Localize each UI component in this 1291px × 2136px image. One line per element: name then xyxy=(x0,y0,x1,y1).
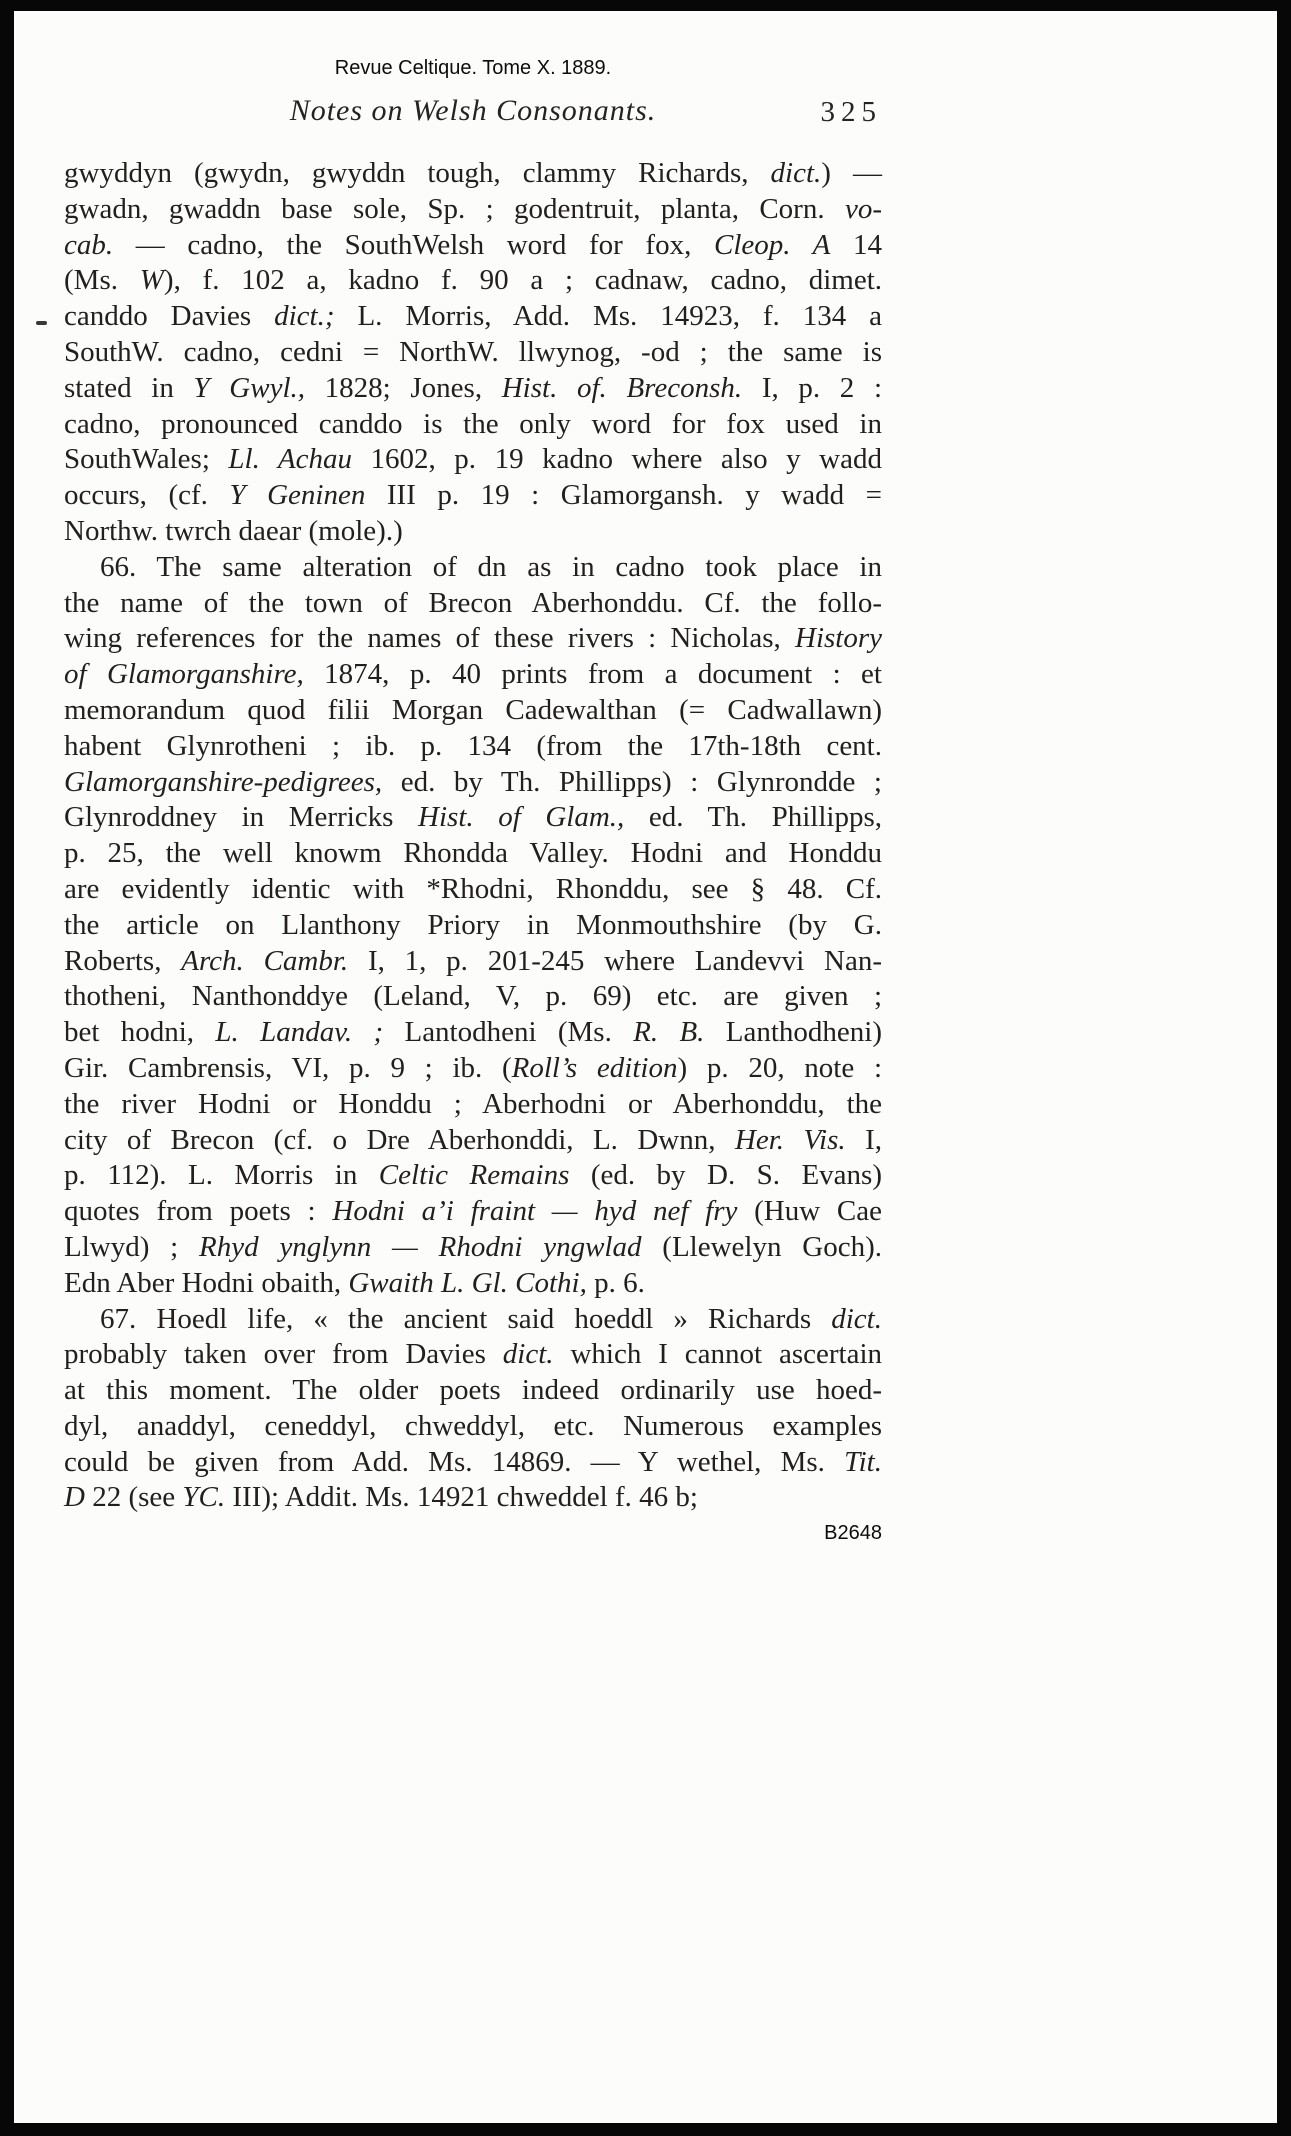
text-line: the article on Llanthony Priory in Monmouthshire (by G. xyxy=(64,908,882,941)
paragraph xyxy=(64,1302,882,1517)
text-line: gwyddyn (gwydn, gwyddn tough, clammy Richards, dict.) — xyxy=(64,157,882,189)
text-line: 67. Hoedl life, « the ancient said hoeddl » Richards dict. xyxy=(100,1302,882,1335)
text-line: occurs, (cf. Y Geninen III p. 19 : Glamorgansh. y wadd = xyxy=(64,479,882,512)
text-line: stated in Y Gwyl., 1828; Jones, Hist. of. Breconsh. I, p. 2 : xyxy=(64,371,882,404)
text-column xyxy=(64,11,882,1545)
text-line: memorandum quod filii Morgan Cadewalthan (= Cadwallawn) xyxy=(64,693,882,726)
text-line: the river Hodni or Honddu ; Aberhodni or Aberhonddu, the xyxy=(64,1087,882,1120)
text-line: habent Glynrotheni ; ib. p. 134 (from the 17th-18th cent. xyxy=(64,729,882,762)
text-line: Northw. twrch daear (mole).) xyxy=(64,514,403,547)
text-line: Glamorganshire-pedigrees, ed. by Th. Phillipps) : Glynrondde ; xyxy=(64,765,882,798)
text-line: 66. The same alteration of dn as in cadno took place in xyxy=(100,550,882,583)
text-line: thotheni, Nanthonddye (Leland, V, p. 69) etc. are given ; xyxy=(64,980,882,1013)
body-text xyxy=(64,156,882,1516)
text-line: at this moment. The older poets indeed ordinarily use hoed- xyxy=(64,1374,882,1407)
text-line: (Ms. W), f. 102 a, kadno f. 90 a ; cadnaw, cadno, dimet. xyxy=(64,264,882,297)
text-line: Edn Aber Hodni obaith, Gwaith L. Gl. Cothi, p. 6. xyxy=(64,1266,645,1299)
text-line: the name of the town of Brecon Aberhonddu. Cf. the follo- xyxy=(64,586,882,619)
text-line: city of Brecon (cf. o Dre Aberhonddi, L. Dwnn, Her. Vis. I, xyxy=(64,1123,882,1156)
text-line: SouthW. cadno, cedni = NorthW. llwynog, -od ; the same is xyxy=(64,335,882,368)
scanned-page xyxy=(14,11,1277,2123)
text-line: p. 25, the well knowm Rhondda Valley. Hodni and Honddu xyxy=(64,837,882,870)
running-head xyxy=(64,94,882,134)
scan-annotation: Revue Celtique. Tome X. 1889. xyxy=(334,57,612,79)
text-line: quotes from poets : Hodni a’i fraint — hyd nef fry (Huw Cae xyxy=(64,1195,882,1228)
text-line: Gir. Cambrensis, VI, p. 9 ; ib. (Roll’s edition) p. 20, note : xyxy=(64,1051,883,1084)
text-line: cadno, pronounced canddo is the only word for fox used in xyxy=(64,407,882,440)
text-line: probably taken over from Davies dict. which I cannot ascertain xyxy=(64,1338,882,1371)
text-line: of Glamorganshire, 1874, p. 40 prints from a document : et xyxy=(64,658,882,691)
text-line: bet hodni, L. Landav. ; Lantodheni (Ms. R. B. Lanthodheni) xyxy=(64,1016,882,1049)
text-line: Roberts, Arch. Cambr. I, 1, p. 201-245 where Landevvi Nan- xyxy=(64,944,883,977)
paragraph xyxy=(64,156,882,550)
text-line: canddo Davies dict.; L. Morris, Add. Ms. 14923, f. 134 a xyxy=(64,300,882,333)
text-line: p. 112). L. Morris in Celtic Remains (ed. by D. S. Evans) xyxy=(64,1159,882,1192)
text-line: cab. — cadno, the SouthWelsh word for fox, Cleop. A 14 xyxy=(64,228,882,261)
running-head-title: Notes on Welsh Consonants. xyxy=(289,94,657,127)
text-line: could be given from Add. Ms. 14869. — Y wethel, Ms. Tit. xyxy=(64,1445,882,1478)
footer-code: B2648 xyxy=(824,1522,882,1545)
page-number: 325 xyxy=(820,96,882,128)
text-line: Llwyd) ; Rhyd ynglynn — Rhodni yngwlad (Llewelyn Goch). xyxy=(64,1230,882,1263)
text-line: dyl, anaddyl, ceneddyl, chweddyl, etc. Numerous examples xyxy=(64,1409,882,1442)
margin-mark xyxy=(36,321,47,325)
paragraph xyxy=(64,550,882,1302)
text-line: SouthWales; Ll. Achau 1602, p. 19 kadno where also y wadd xyxy=(64,443,882,476)
text-line: wing references for the names of these rivers : Nicholas, History xyxy=(64,622,882,655)
text-line: D 22 (see YC. III); Addit. Ms. 14921 chweddel f. 46 b; xyxy=(64,1481,698,1514)
text-line: Glynroddney in Merricks Hist. of Glam., ed. Th. Phillipps, xyxy=(64,801,882,834)
text-line: gwadn, gwaddn base sole, Sp. ; godentruit, planta, Corn. vo- xyxy=(64,192,882,225)
text-line: are evidently identic with *Rhodni, Rhonddu, see § 48. Cf. xyxy=(64,872,882,905)
